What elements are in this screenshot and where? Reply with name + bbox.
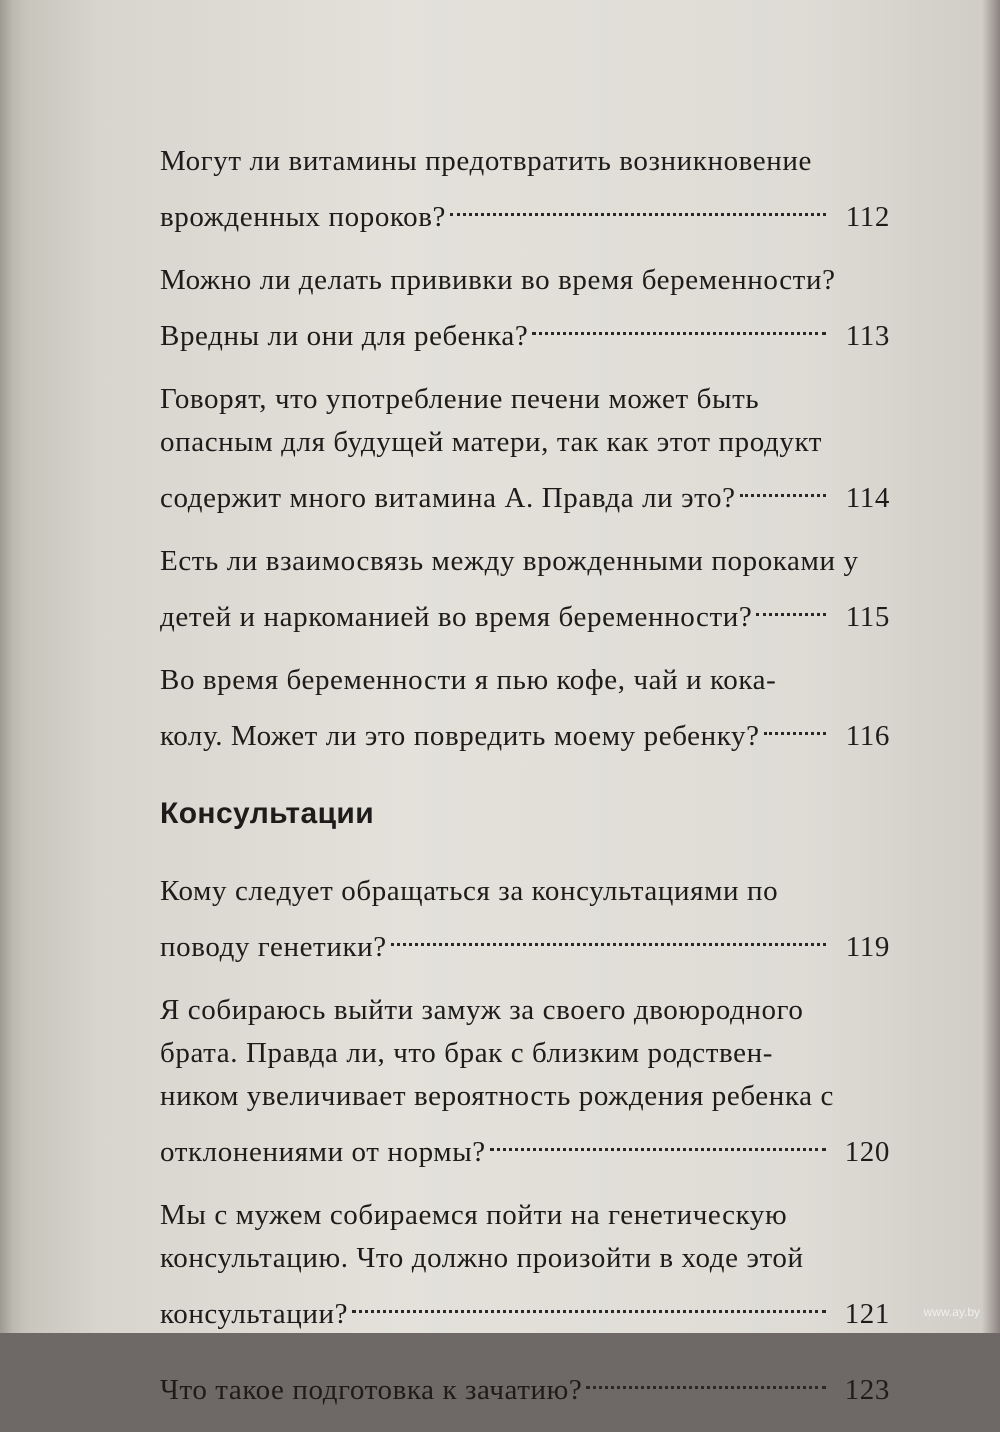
entry-last-line bbox=[160, 1356, 890, 1412]
dot-leader bbox=[391, 913, 826, 956]
page-number: 121 bbox=[844, 1298, 890, 1330]
entry-last-line bbox=[160, 1118, 890, 1174]
entry-text-line: Есть ли взаимосвязь между врожденными пороками у bbox=[160, 545, 859, 577]
entry-text-line: Мы с мужем собираемся пойти на генетическую bbox=[160, 1199, 788, 1231]
page-number: 120 bbox=[844, 1136, 890, 1168]
page-number: 114 bbox=[845, 482, 890, 514]
entry-last-line bbox=[160, 702, 890, 758]
dot-leader bbox=[756, 583, 826, 626]
entry-text-line: Могут ли витамины предотвратить возникновение bbox=[160, 145, 812, 177]
entry-text-line: содержит много витамина А. Правда ли это? bbox=[160, 482, 736, 514]
page-number: 116 bbox=[845, 720, 890, 752]
entry-text-line: Вредны ли они для ребенка? bbox=[160, 320, 529, 352]
entry-text-line: Говорят, что употребление печени может быть bbox=[160, 383, 760, 415]
entry-text-line: колу. Может ли это повредить моему ребенку? bbox=[160, 720, 760, 752]
entry-last-line bbox=[160, 913, 890, 969]
toc-entry bbox=[160, 659, 890, 758]
entry-text-line: ником увеличивает вероятность рождения ребенка с bbox=[160, 1080, 834, 1112]
dot-leader bbox=[450, 183, 826, 226]
table-of-contents bbox=[160, 140, 890, 1432]
toc-entry bbox=[160, 870, 890, 969]
entry-text-line: отклонениями от нормы? bbox=[160, 1136, 486, 1168]
dot-leader bbox=[490, 1118, 826, 1161]
toc-entry bbox=[160, 989, 890, 1174]
page-number: 115 bbox=[845, 601, 890, 633]
watermark-text: www.ay.by bbox=[923, 1305, 980, 1319]
dot-leader bbox=[352, 1280, 826, 1323]
page-number: 113 bbox=[845, 320, 890, 352]
binding-shadow bbox=[0, 0, 22, 1333]
dot-leader bbox=[740, 464, 826, 507]
page-edge bbox=[982, 0, 1000, 1333]
toc-entry bbox=[160, 378, 890, 520]
entry-last-line bbox=[160, 302, 890, 358]
entry-text-line: Кому следует обращаться за консультациями по bbox=[160, 875, 779, 907]
toc-entry bbox=[160, 1194, 890, 1336]
entry-text-line: консультации? bbox=[160, 1298, 349, 1330]
toc-entry bbox=[160, 259, 890, 358]
dot-leader bbox=[764, 702, 826, 745]
entry-text-line: Во время беременности я пью кофе, чай и кока- bbox=[160, 664, 777, 696]
section-heading: Консультации bbox=[160, 797, 375, 830]
entry-text-line: детей и наркоманией во время беременности? bbox=[160, 601, 753, 633]
dot-leader bbox=[586, 1356, 826, 1399]
toc-entry bbox=[160, 1356, 890, 1412]
entry-last-line bbox=[160, 464, 890, 520]
entry-text-line: Можно ли делать прививки во время беременности? bbox=[160, 264, 836, 296]
entry-text-line: поводу генетики? bbox=[160, 931, 387, 963]
entry-text-line: опасным для будущей матери, так как этот продукт bbox=[160, 426, 823, 458]
entry-text-line: консультацию. Что должно произойти в ходе этой bbox=[160, 1242, 804, 1274]
entry-text-line: брата. Правда ли, что брак с близким родствен- bbox=[160, 1037, 773, 1069]
page-number: 123 bbox=[844, 1374, 890, 1406]
entry-text-line: Что такое подготовка к зачатию? bbox=[160, 1374, 583, 1406]
entry-last-line bbox=[160, 1280, 890, 1336]
entry-last-line bbox=[160, 583, 890, 639]
page-number: 112 bbox=[845, 201, 890, 233]
entry-last-line bbox=[160, 183, 890, 239]
page-number: 119 bbox=[845, 931, 890, 963]
dot-leader bbox=[532, 302, 826, 345]
toc-entry bbox=[160, 540, 890, 639]
toc-entry bbox=[160, 140, 890, 239]
entry-text-line: врожденных пороков? bbox=[160, 201, 447, 233]
entry-text-line: Я собираюсь выйти замуж за своего двоюродного bbox=[160, 994, 804, 1026]
